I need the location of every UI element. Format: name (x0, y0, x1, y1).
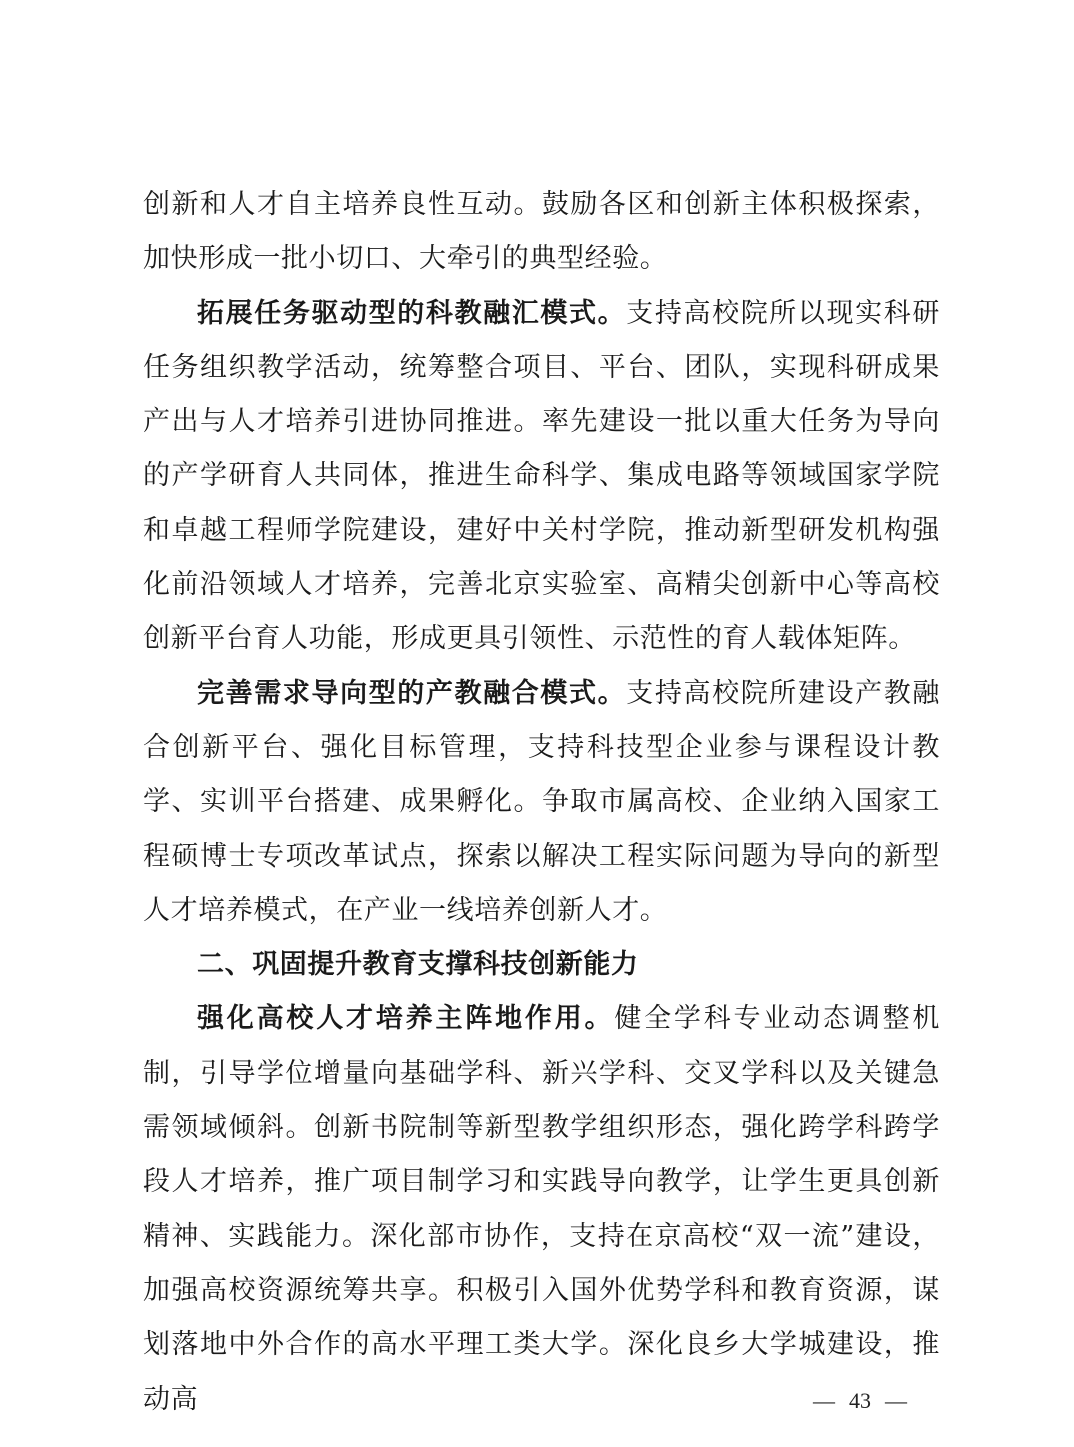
section-heading: 二、巩固提升教育支撑科技创新能力 (197, 949, 639, 981)
paragraph-lead: 强化高校人才培养主阵地作用。 (197, 1003, 615, 1035)
paragraph-lead: 拓展任务驱动型的科教融汇模式。 (197, 297, 627, 329)
paragraph-industry-education (143, 667, 940, 938)
paragraph-text: 支持高校院所以现实科研任务组织教学活动，统筹整合项目、平台、团队，实现科研成果产出与人才培养引进协同推进。率先建设一批以重大任务为导向的产学研育人共同体，推进生命科学、集成电路等领域国家学院和卓越工程师学院建设，建好中关村学院，推动新型研发机构强化前沿领域人才培养，完善北京实验室、高精尖创新中心等高校创新平台育人功能，形成更具引领性、示范性的育人载体矩阵。 (143, 297, 940, 655)
paragraph-text: 健全学科专业动态调整机制，引导学位增量向基础学科、新兴学科、交叉学科以及关键急需领域倾斜。创新书院制等新型教学组织形态，强化跨学科跨学段人才培养，推广项目制学习和实践导向教学，让学生更具创新精神、实践能力。深化部市协作，支持在京高校“双一流”建设，加强高校资源统筹共享。积极引入国外优势学科和教育资源，谋划落地中外合作的高水平理工类大学。深化良乡大学城建设，推动高 (143, 1003, 940, 1415)
footer-dash-right: — (885, 1388, 907, 1413)
paragraph-science-education (143, 287, 940, 667)
paragraph-text: 创新和人才自主培养良性互动。鼓励各区和创新主体积极探索，加快形成一批小切口、大牵引的典型经验。 (143, 189, 940, 275)
paragraph-text: 支持高校院所建设产教融合创新平台、强化目标管理，支持科技型企业参与课程设计教学、实训平台搭建、成果孵化。争取市属高校、企业纳入国家工程硕博士专项改革试点，探索以解决工程实际问题为导向的新型人才培养模式，在产业一线培养创新人才。 (143, 677, 940, 926)
page-footer (800, 1388, 920, 1414)
footer-dash-left: — (813, 1388, 835, 1413)
page-number: 43 (849, 1388, 871, 1413)
paragraph-lead: 完善需求导向型的产教融合模式。 (197, 677, 627, 709)
paragraph-continuation (143, 178, 940, 287)
body-text (143, 178, 940, 1427)
paragraph-university-talent (143, 992, 940, 1426)
